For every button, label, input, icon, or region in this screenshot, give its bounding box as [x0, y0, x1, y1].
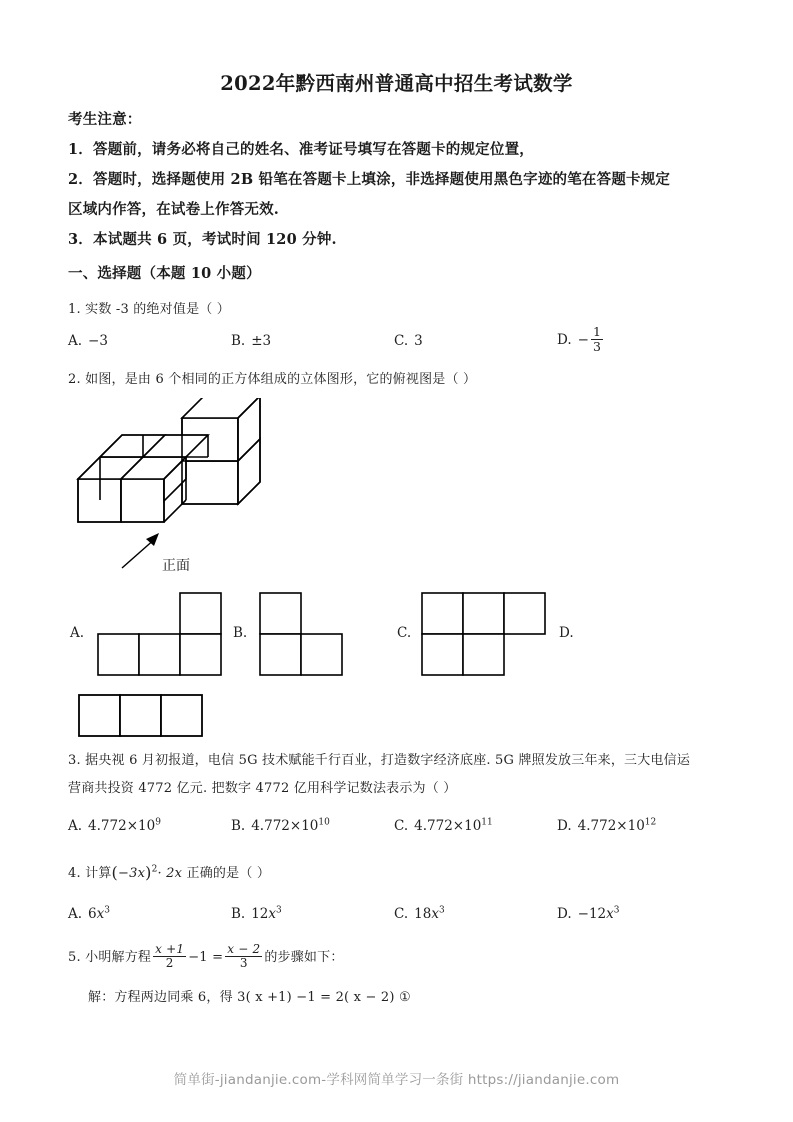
question-3-option-a[interactable]	[68, 817, 161, 835]
option-label: B.	[231, 818, 246, 834]
notice-item-2-cont: 区域内作答，在试卷上作答无效.	[68, 201, 280, 218]
option-exponent: 3	[276, 905, 282, 916]
question-2-option-d-label[interactable]	[559, 624, 580, 642]
question-1-option-d[interactable]	[557, 326, 605, 355]
option-exponent: 3	[438, 905, 445, 916]
footer-watermark: 简单街-jiandanjie.com-学科网简单学习一条街 https://jiandanjie.com	[173, 1072, 620, 1088]
option-text: 3	[414, 333, 423, 349]
option-variable: x	[431, 906, 439, 922]
question-1-option-a[interactable]	[68, 332, 108, 350]
option-label: D.	[557, 818, 572, 834]
option-exponent: 3	[104, 905, 110, 916]
question-2-option-b-figure[interactable]	[258, 590, 358, 684]
fraction-x-minus-2-over-3	[225, 943, 262, 970]
option-coefficient: 18	[414, 906, 432, 922]
question-4-stem	[68, 863, 270, 884]
fraction-denominator: 2	[165, 956, 174, 970]
option-label: B.	[231, 906, 246, 922]
front-view-label: 正面	[162, 558, 190, 574]
question-5-solution-line: 解：方程两边同乘 6，得 3( x +1) −1 = 2( x − 2) ①	[88, 990, 411, 1005]
multiply-sign: ×	[616, 818, 628, 834]
question-2-figure-isometric-cubes	[60, 398, 320, 582]
option-label: A.	[70, 625, 85, 641]
fraction-x-plus-1-over-2	[153, 943, 186, 970]
option-variable: x	[96, 906, 105, 922]
fraction-numerator: x +1	[155, 942, 185, 956]
question-2-option-a-figure[interactable]	[96, 590, 226, 684]
question-5-stem	[68, 944, 344, 971]
multiply-sign: ×	[452, 818, 465, 834]
question-2-option-b-label[interactable]	[233, 624, 253, 642]
question-3-option-c[interactable]	[394, 817, 493, 835]
option-coefficient: −12	[577, 906, 607, 922]
section-heading-choice: 一、选择题（本题 10 小题）	[68, 265, 261, 282]
option-label: B.	[231, 333, 246, 349]
expr-inner: −3x	[118, 866, 146, 881]
option-exponent: 11	[481, 817, 493, 828]
option-base: 10	[138, 818, 156, 834]
question-4-option-c[interactable]	[394, 905, 445, 923]
option-label: A.	[68, 818, 83, 834]
question-3-stem-line-2: 营商共投资 4772 亿元. 把数字 4772 亿用科学记数法表示为（ ）	[68, 781, 457, 796]
notice-item-1: 1．答题前，请务必将自己的姓名、准考证号填写在答题卡的规定位置，	[68, 141, 534, 158]
option-text: ±3	[251, 333, 272, 349]
question-4-prefix: 4. 计算	[68, 866, 112, 881]
fraction-one-third	[591, 325, 603, 354]
notice-item-3: 3．本试题共 6 页，考试时间 120 分钟.	[68, 231, 337, 248]
question-2-option-d-figure[interactable]	[77, 692, 212, 746]
option-label: D.	[557, 332, 572, 348]
question-4-option-a[interactable]	[68, 905, 110, 923]
expr-rest: · 2x	[157, 866, 183, 881]
question-5-suffix: 的步骤如下：	[264, 950, 344, 965]
option-exponent: 10	[318, 817, 330, 828]
multiply-sign: ×	[289, 818, 302, 834]
question-5-prefix: 5. 小明解方程	[68, 950, 152, 965]
option-label: C.	[394, 818, 409, 834]
option-label: A.	[68, 333, 83, 349]
fraction-numerator: 1	[592, 324, 601, 339]
option-label: D.	[557, 906, 572, 922]
question-2-option-c-label[interactable]	[397, 624, 417, 642]
option-label: D.	[559, 625, 574, 641]
option-base: 10	[627, 818, 645, 834]
candidate-notice-block	[68, 105, 728, 255]
notice-item-2: 2．答题时，选择题使用 2B 铅笔在答题卡上填涂，非选择题使用黑色字迹的笔在答题卡规定	[68, 171, 671, 188]
question-4-suffix: 正确的是（ ）	[186, 866, 271, 881]
question-2-option-c-figure[interactable]	[420, 590, 560, 684]
option-mantissa: 4.772	[577, 818, 617, 834]
question-2-stem: 2. 如图，是由 6 个相同的正方体组成的立体图形，它的俯视图是（ ）	[68, 372, 477, 387]
notice-heading: 考生注意：	[68, 111, 142, 128]
question-3-stem-line-1: 3. 据央视 6 月初报道，电信 5G 技术赋能千行百业，打造数字经济底座. 5G 牌照发放三年来，三大电信运	[68, 753, 691, 768]
option-mantissa: 4.772	[88, 818, 127, 834]
option-coefficient: 12	[251, 906, 269, 922]
option-base: 10	[301, 818, 319, 834]
option-text: −3	[88, 333, 108, 349]
option-label: B.	[233, 625, 248, 641]
question-4-option-b[interactable]	[231, 905, 282, 923]
fraction-denominator: 3	[239, 956, 248, 970]
option-variable: x	[268, 906, 277, 922]
option-mantissa: 4.772	[414, 818, 453, 834]
option-base: 10	[464, 818, 482, 834]
multiply-sign: ×	[126, 818, 139, 834]
option-variable: x	[606, 906, 614, 922]
question-1-stem: 1. 实数 -3 的绝对值是（ ）	[68, 302, 230, 317]
question-3-option-b[interactable]	[231, 817, 330, 835]
option-label: C.	[397, 625, 412, 641]
paren-open: (	[111, 863, 118, 882]
question-3-option-d[interactable]	[557, 817, 656, 835]
question-5-mid: −1 =	[188, 950, 224, 965]
question-1-option-b[interactable]	[231, 332, 271, 350]
option-label: C.	[394, 906, 409, 922]
option-label: A.	[68, 906, 83, 922]
expr-power: 2	[151, 864, 158, 875]
option-mantissa: 4.772	[251, 818, 290, 834]
option-sign: −	[577, 332, 589, 348]
option-label: C.	[394, 333, 409, 349]
question-1-option-c[interactable]	[394, 332, 423, 350]
option-coefficient: 6	[88, 906, 97, 922]
option-exponent: 3	[613, 905, 620, 916]
paren-close: )	[145, 863, 152, 882]
question-4-option-d[interactable]	[557, 905, 620, 923]
option-exponent: 9	[155, 817, 161, 828]
option-exponent: 12	[644, 817, 657, 828]
page-title: 2022年黔西南州普通高中招生考试数学	[220, 72, 573, 95]
question-2-option-a-label[interactable]	[70, 624, 90, 642]
fraction-numerator: x − 2	[227, 942, 261, 956]
fraction-denominator: 3	[592, 339, 601, 354]
